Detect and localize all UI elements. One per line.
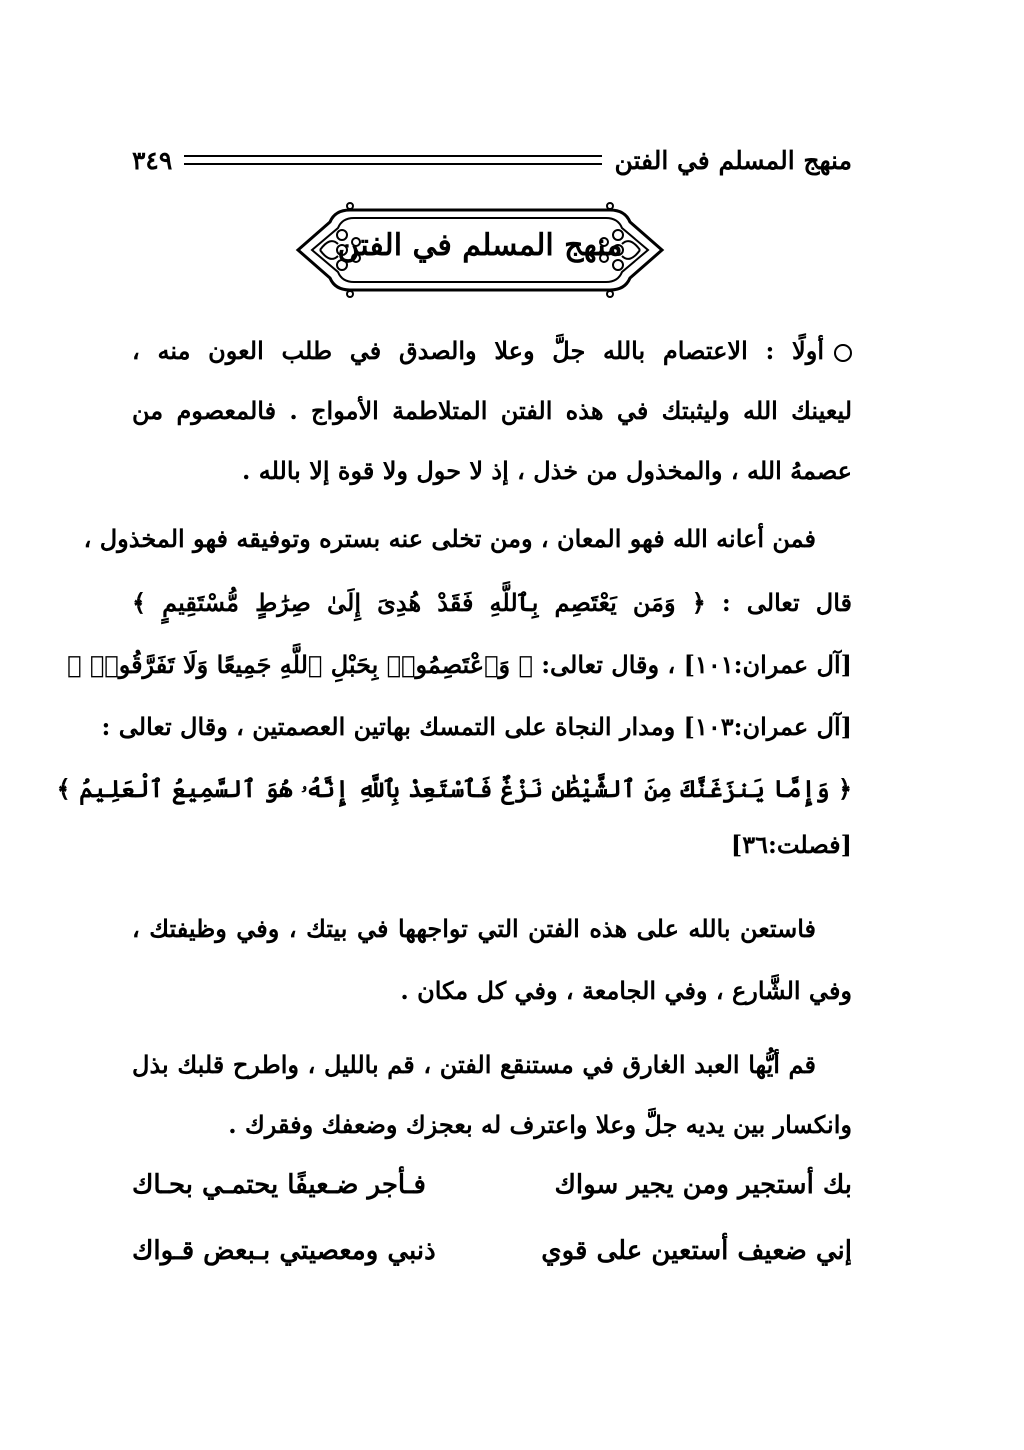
paragraph2-line5: ﴿ وَإِمَّا يَنزَغَنَّكَ مِنَ ٱلشَّيْطَٰنِ نَزْغٌ فَٱسْتَعِذْ بِٱللَّهِ إِنَّهُۥ هُوَ ٱلسَّمِيعُ ٱلْعَلِيمُ ﴾ <box>56 774 852 803</box>
paragraph2-line1: فمن أعانه الله فهو المعان ، ومن تخلى عنه بستره وتوفيقه فهو المخذول ، <box>83 524 816 553</box>
paragraph3-line2: وفي الشَّارع ، وفي الجامعة ، وفي كل مكان . <box>400 976 852 1005</box>
running-title: منهج المسلم في الفتن <box>614 145 852 175</box>
paragraph2-line4: [آل عمران:١٠٣] ومدار النجاة على التمسك بهاتين العصمتين ، وقال تعالى : <box>101 712 852 741</box>
poem-verse <box>132 1170 852 1220</box>
paragraph4-line2: وانكسار بين يديه جلَّ وعلا واعترف له بعجزك وضعفك وفقرك . <box>228 1110 852 1139</box>
paragraph3-line1: فاستعن بالله على هذه الفتن التي تواجهها في بيتك ، وفي وظيفتك ، <box>132 914 816 943</box>
body-text <box>56 0 852 1450</box>
paragraph1-line1: أولًا : الاعتصام بالله جلَّ وعلا والصدق في طلب العون منه ، <box>132 336 824 365</box>
bullet-circle-icon <box>834 344 852 362</box>
poem-verse <box>132 1236 852 1286</box>
paragraph2-line3: [آل عمران:١٠١] ، وقال تعالى: ﴿ وَٱعْتَصِمُوا۟ بِحَبْلِ ٱللَّهِ جَمِيعًا وَلَا تَفَرَّقُوا۟ ﴾ <box>67 650 852 679</box>
poem-hemistich-second: فـأجر ضـعيفًا يحتمـي بحـاك <box>132 1170 426 1200</box>
paragraph4-line1: قم أيُّها العبد الغارق في مستنقع الفتن ، قم بالليل ، واطرح قلبك بذل <box>132 1050 816 1079</box>
paragraph2-line2: قال تعالى : ﴿ وَمَن يَعْتَصِم بِٱللَّهِ فَقَدْ هُدِىَ إِلَىٰ صِرَٰطٍ مُّسْتَقِيمٍ ﴾ <box>132 588 852 617</box>
paragraph1-line3: عصمهُ الله ، والمخذول من خذل ، إذ لا حول ولا قوة إلا بالله . <box>242 456 852 485</box>
poem-hemistich-first: إني ضعيف أستعين على قوي <box>541 1236 852 1266</box>
paragraph1-line1-row <box>132 326 852 375</box>
page-number: ٣٤٩ <box>132 145 173 175</box>
poem-hemistich-second: ذنبي ومعصيتي بـبعض قـواك <box>132 1236 436 1266</box>
paragraph1-line2: ليعينك الله وليثبتك في هذه الفتن المتلاطمة الأمواج . فالمعصوم من <box>132 396 852 425</box>
poem-hemistich-first: بك أستجير ومن يجير سواك <box>554 1170 852 1200</box>
quran-citation: [فصلت:٣٦] <box>730 830 852 859</box>
section-title: منهج المسلم في الفتن <box>337 228 623 263</box>
